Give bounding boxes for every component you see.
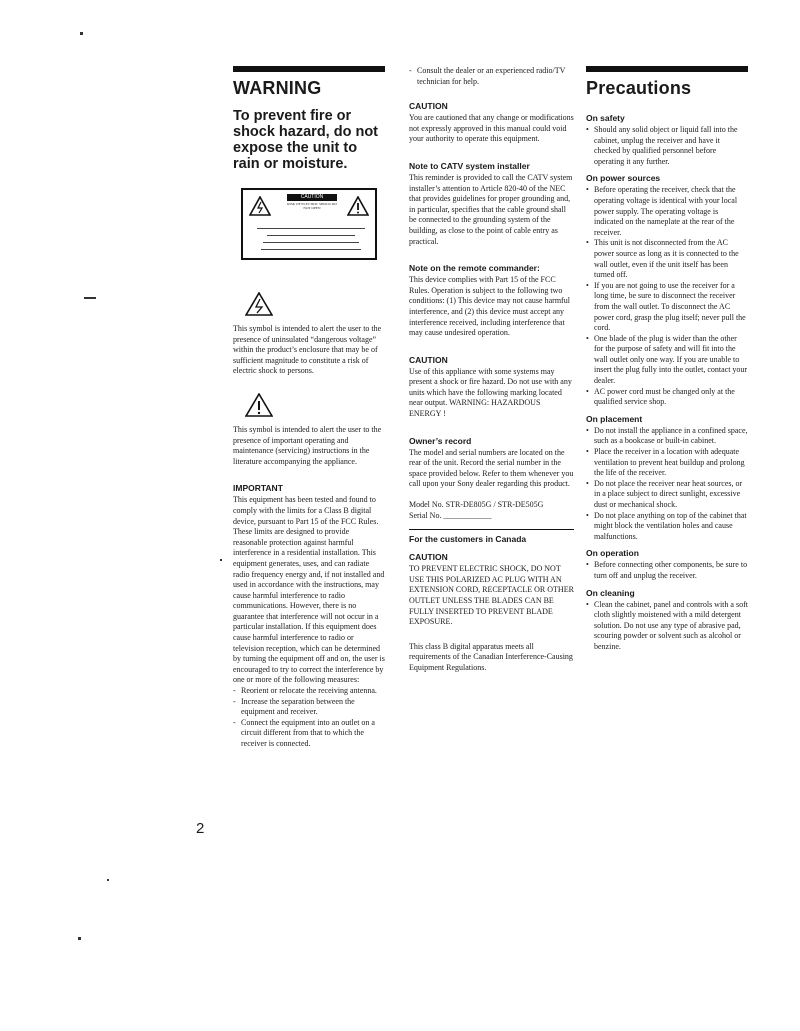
list-item: • Place the receiver in a location with adequate ventilation to prevent heat buildup and prolong the life of the receiver. [586,447,748,479]
caution-label-title: CAUTION [287,194,337,201]
page-number: 2 [196,820,205,837]
list-item: • One blade of the plug is wider than the other for the purpose of safety and will fit into the wall outlet only one way. If you are unable to insert the plug fully into the outlet, contact your dealer. [586,334,748,387]
electric-shock-warning-icon [249,196,271,216]
placement-list [586,426,748,543]
model-number-line: Model No. STR-DE805G / STR-DE505G [409,500,544,510]
serial-number-line: Serial No. ____________ [409,510,492,520]
interference-measures-continued [409,66,574,87]
catv-text: This reminder is provided to call the CATV system installer’s attention to Article 820-40 of the NEC that provides guidelines for proper grounding and, in particular, specifies that the cable ground shall be connected to the grounding system of the building, as close to the point of cable entry as practical. [409,172,573,246]
operation-heading: On operation [586,548,639,559]
operation-list [586,560,748,581]
list-item: • This unit is not disconnected from the AC power source as long as it is connected to the wall outlet, even if the unit itself has been turned off. [586,238,748,280]
list-item: • Clean the cabinet, panel and controls with a soft cloth slightly moistened with a mild detergent solution. Do not use any type of abrasive pad, scouring powder or solvent such as alcohol or benzine. [586,600,748,653]
lightning-triangle-icon [245,292,273,316]
precautions-title: Precautions [586,78,692,98]
list-item: • Do not place the receiver near heat sources, or in a place subject to direct sunlight, excessive dust or mechanical shock. [586,479,748,511]
list-item: • AC power cord must be changed only at the qualified service shop. [586,387,748,408]
canada-heading: For the customers in Canada [409,534,527,545]
list-item: • Should any solid object or liquid fall into the cabinet, unplug the receiver and have it checked by qualified personnel before operating it any further. [586,125,748,167]
caution-label-fine-print [261,249,361,250]
warning-column [233,66,385,756]
list-item: • Do not install the appliance in a confined space, such as a bookcase or built-in cabinet. [586,426,748,447]
owners-record-heading: Owner’s record [409,435,472,446]
caution-text: You are cautioned that any change or modifications not expressly approved in this manual could void your authority to operate this equipment. [409,113,574,144]
caution-label-subtitle: RISK OF ELECTRIC SHOCK DO NOT OPEN [287,202,337,210]
important-paragraph-2: These limits are designed to provide reasonable protection against harmful interference in a residential installation. This equipment generates, uses, and can radiate radio frequency energy and, if not installed and used in accordance with the instructions, may cause harmful interference to radio communications. However, there is no guarantee that interference will not occur in a particular installation. If this equipment does cause harmful interference to radio or television reception, which can be determined by turning the equipment off and on, the user is encouraged to try to correct the interference by one or more of the following measures: [233,527,385,685]
caution-label-fine-print [267,235,355,236]
owners-record-text: The model and serial numbers are located on the rear of the unit. Record the serial number in the space provided below. Refer to them whenever you call upon your Sony dealer regarding this product. [409,447,574,489]
precautions-column [586,66,748,659]
scan-speck [220,559,222,561]
caution-heading: CAUTION [409,552,448,563]
section-divider [409,529,574,530]
cleaning-list [586,600,748,653]
caution-label-fine-print [263,242,359,243]
list-item: • Before connecting other components, be sure to turn off and unplug the receiver. [586,560,748,581]
symbol-voltage-text: This symbol is intended to alert the user to the presence of uninsulated “dangerous voltage” within the product’s enclosure that may be of sufficient magnitude to constitute a risk of electric shock to persons. [233,324,382,376]
warning-headline: To prevent fire or shock hazard, do not expose the unit to rain or moisture. [233,108,379,172]
list-item: - Reorient or relocate the receiving antenna. [233,686,385,697]
list-item: • If you are not going to use the receiver for a long time, be sure to disconnect the receiver from the wall outlet. To disconnect the AC power cord, grasp the plug itself; never pull the cord. [586,281,748,334]
caution-heading: CAUTION [409,354,448,365]
remote-commander-text: This device complies with Part 15 of the FCC Rules. Operation is subject to the following two conditions: (1) This device may not cause harmful interference, and (2) this device must accept any interference received, including interference that may cause undesired operation. [409,275,570,338]
caution-heading: CAUTION [409,101,448,112]
warning-title: WARNING [233,78,322,98]
list-item: - Increase the separation between the equipment and receiver. [233,697,385,718]
caution-text: Use of this appliance with some systems may present a shock or fire hazard. Do not use with any units which have the following marking located near output. WARNING: HAZARDOUS ENERGY ! [409,366,572,419]
exclamation-triangle-icon [245,393,273,417]
important-heading: IMPORTANT [233,483,283,494]
catv-heading: Note to CATV system installer [409,160,530,171]
safety-list [586,125,748,167]
safety-heading: On safety [586,113,625,123]
caution-label-fine-print [257,228,365,229]
power-sources-heading: On power sources [586,173,661,184]
cleaning-heading: On cleaning [586,587,635,598]
section-rule [586,66,748,72]
list-item: - Consult the dealer or an experienced radio/TV technician for help. [409,66,574,87]
scan-speck [107,879,109,881]
section-rule [233,66,385,72]
scan-speck [78,937,81,940]
caution-label [241,188,377,260]
important-paragraph-1: This equipment has been tested and found to comply with the limits for a Class B digital device, pursuant to Part 15 of the FCC Rules. [233,495,379,526]
notices-column [409,66,574,680]
list-item: - Connect the equipment into an outlet on a circuit different from that to which the receiver is connected. [233,718,385,750]
list-item: • Before operating the receiver, check that the operating voltage is identical with your local power supply. The operating voltage is indicated on the nameplate at the rear of the receiver. [586,185,748,238]
interference-measures-list [233,686,385,750]
remote-commander-heading: Note on the remote commander: [409,263,540,274]
canada-compliance-text: This class B digital apparatus meets all requirements of the Canadian Interference-Causing Equipment Regulations. [409,641,573,672]
placement-heading: On placement [586,413,643,424]
scan-speck [80,32,83,35]
symbol-instructions-text: This symbol is intended to alert the user to the presence of important operating and maintenance (servicing) instructions in the literature accompanying the appliance. [233,424,382,466]
list-item: • Do not place anything on top of the cabinet that might block the ventilation holes and cause malfunctions. [586,511,748,543]
power-sources-list [586,185,748,407]
canada-caution-text: TO PREVENT ELECTRIC SHOCK, DO NOT USE THIS POLARIZED AC PLUG WITH AN EXTENSION CORD, RECEPTACLE OR OTHER OUTLET UNLESS THE BLADES CAN BE FULLY INSERTED TO PREVENT BLADE EXPOSURE. [409,564,574,627]
scan-speck [84,297,96,299]
exclamation-warning-icon [347,196,369,216]
